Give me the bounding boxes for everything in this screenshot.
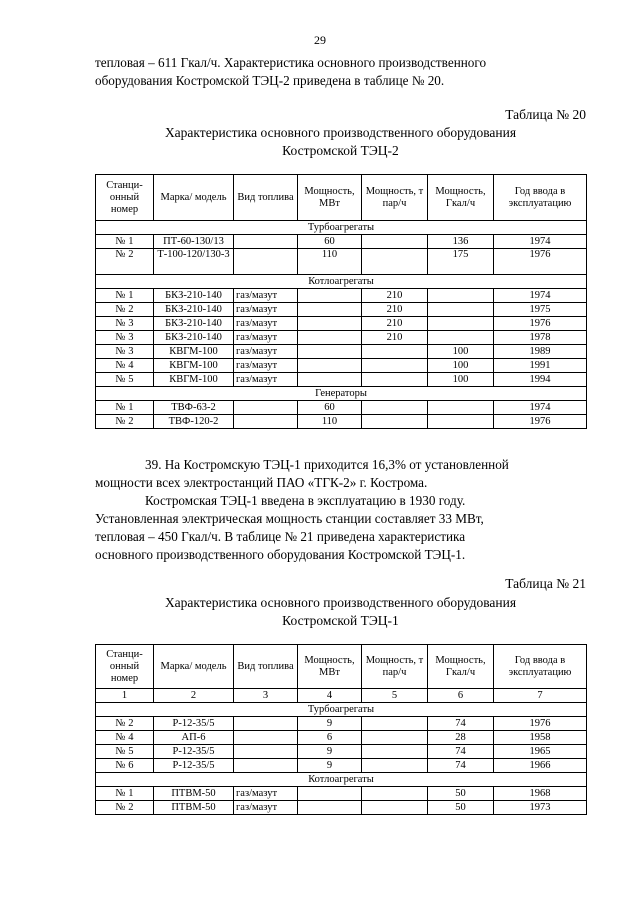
cell-power-steam (362, 359, 428, 373)
cell-commission-year: 1989 (494, 345, 587, 359)
intro-line-2: оборудования Костромской ТЭЦ-2 приведена в таблице № 20. (95, 73, 445, 88)
cell-station-number: № 2 (96, 249, 154, 275)
table-row (96, 415, 587, 429)
cell-model: ПТ-60-130/13 (154, 235, 234, 249)
cell-commission-year: 1958 (494, 731, 587, 745)
col-header-power-steam: Мощность, т пар/ч (362, 645, 428, 689)
cell-power-steam (362, 759, 428, 773)
column-number: 4 (298, 689, 362, 703)
cell-power-mw (298, 331, 362, 345)
cell-power-steam (362, 235, 428, 249)
para39-line-1: 39. На Костромскую ТЭЦ-1 приходится 16,3% от установленной (145, 457, 509, 472)
cell-model: КВГМ-100 (154, 373, 234, 387)
cell-power-gcal: 100 (428, 373, 494, 387)
section-row (96, 221, 587, 235)
cell-commission-year: 1973 (494, 801, 587, 815)
section-title: Турбоагрегаты (96, 221, 587, 235)
cell-power-mw (298, 289, 362, 303)
cell-power-mw (298, 345, 362, 359)
cell-model: ПТВМ-50 (154, 787, 234, 801)
cell-power-mw (298, 303, 362, 317)
cell-power-gcal (428, 331, 494, 345)
cell-fuel: газ/мазут (234, 303, 298, 317)
cell-power-gcal: 100 (428, 345, 494, 359)
section-row (96, 773, 587, 787)
cell-fuel: газ/мазут (234, 317, 298, 331)
cell-power-steam (362, 787, 428, 801)
table-row (96, 317, 587, 331)
cell-power-steam: 210 (362, 289, 428, 303)
cell-model: КВГМ-100 (154, 359, 234, 373)
cell-station-number: № 1 (96, 401, 154, 415)
cell-power-gcal: 28 (428, 731, 494, 745)
cell-power-mw: 6 (298, 731, 362, 745)
cell-station-number: № 4 (96, 731, 154, 745)
para39-line-4: Установленная электрическая мощность станции составляет 33 МВт, (95, 511, 484, 526)
cell-power-mw: 60 (298, 235, 362, 249)
cell-power-gcal (428, 401, 494, 415)
cell-power-gcal (428, 303, 494, 317)
col-header-model: Марка/ модель (154, 175, 234, 221)
cell-model: Т-100-120/130-3 (154, 249, 234, 275)
cell-commission-year: 1976 (494, 249, 587, 275)
cell-power-mw: 9 (298, 759, 362, 773)
cell-power-steam (362, 373, 428, 387)
cell-commission-year: 1991 (494, 359, 587, 373)
para39-line-5: тепловая – 450 Гкал/ч. В таблице № 21 приведена характеристика (95, 529, 466, 544)
cell-station-number: № 3 (96, 331, 154, 345)
cell-fuel: газ/мазут (234, 345, 298, 359)
column-number: 3 (234, 689, 298, 703)
table20 (95, 174, 587, 429)
para39-line-6: основного производственного оборудования Костромской ТЭЦ-1. (95, 547, 466, 562)
cell-station-number: № 2 (96, 303, 154, 317)
col-header-fuel: Вид топлива (234, 175, 298, 221)
cell-power-steam (362, 249, 428, 275)
col-header-commission-year: Год ввода в эксплуатацию (494, 175, 587, 221)
cell-power-mw (298, 787, 362, 801)
cell-station-number: № 5 (96, 745, 154, 759)
cell-power-gcal: 74 (428, 717, 494, 731)
intro-line-1: тепловая – 611 Гкал/ч. Характеристика основного производственного (95, 55, 487, 70)
column-number: 1 (96, 689, 154, 703)
table-row (96, 249, 587, 275)
cell-power-steam: 210 (362, 303, 428, 317)
cell-station-number: № 1 (96, 235, 154, 249)
column-number: 5 (362, 689, 428, 703)
cell-fuel (234, 415, 298, 429)
cell-power-mw: 60 (298, 401, 362, 415)
table-row (96, 303, 587, 317)
section-row (96, 275, 587, 289)
cell-commission-year: 1976 (494, 717, 587, 731)
cell-commission-year: 1974 (494, 235, 587, 249)
cell-power-gcal (428, 289, 494, 303)
cell-fuel (234, 731, 298, 745)
cell-model: БКЗ-210-140 (154, 289, 234, 303)
cell-power-steam: 210 (362, 331, 428, 345)
cell-power-gcal (428, 415, 494, 429)
cell-model: БКЗ-210-140 (154, 303, 234, 317)
cell-fuel (234, 235, 298, 249)
cell-model: Р-12-35/5 (154, 745, 234, 759)
cell-station-number: № 2 (96, 801, 154, 815)
column-number: 2 (154, 689, 234, 703)
cell-commission-year: 1976 (494, 317, 587, 331)
table21-title (95, 594, 586, 630)
cell-power-mw: 110 (298, 415, 362, 429)
table-row (96, 345, 587, 359)
cell-station-number: № 4 (96, 359, 154, 373)
cell-station-number: № 1 (96, 289, 154, 303)
col-header-station-number: Станци-онный номер (96, 645, 154, 689)
cell-fuel (234, 401, 298, 415)
cell-power-gcal: 175 (428, 249, 494, 275)
cell-fuel: газ/мазут (234, 801, 298, 815)
cell-fuel: газ/мазут (234, 331, 298, 345)
cell-station-number: № 3 (96, 345, 154, 359)
cell-power-steam (362, 401, 428, 415)
cell-power-steam (362, 731, 428, 745)
cell-model: АП-6 (154, 731, 234, 745)
cell-fuel (234, 759, 298, 773)
cell-fuel: газ/мазут (234, 359, 298, 373)
table-row (96, 801, 587, 815)
cell-model: БКЗ-210-140 (154, 331, 234, 345)
col-header-power-gcal: Мощность, Гкал/ч (428, 645, 494, 689)
cell-power-gcal: 100 (428, 359, 494, 373)
cell-fuel (234, 717, 298, 731)
table21-title-line-1: Характеристика основного производственного оборудования (164, 595, 517, 610)
cell-station-number: № 6 (96, 759, 154, 773)
cell-commission-year: 1976 (494, 415, 587, 429)
cell-power-steam (362, 801, 428, 815)
cell-commission-year: 1974 (494, 401, 587, 415)
cell-fuel: газ/мазут (234, 289, 298, 303)
col-header-station-number: Станци-онный номер (96, 175, 154, 221)
table20-label: Таблица № 20 (505, 107, 586, 122)
paragraph-39 (95, 456, 586, 564)
cell-power-gcal (428, 317, 494, 331)
col-header-model: Марка/ модель (154, 645, 234, 689)
column-number: 7 (494, 689, 587, 703)
para39-line-3: Костромская ТЭЦ-1 введена в эксплуатацию в 1930 году. (145, 493, 466, 508)
cell-model: Р-12-35/5 (154, 717, 234, 731)
col-header-power-steam: Мощность, т пар/ч (362, 175, 428, 221)
table-row (96, 359, 587, 373)
table-row (96, 373, 587, 387)
cell-commission-year: 1975 (494, 303, 587, 317)
table20-title-line-1: Характеристика основного производственного оборудования (164, 125, 517, 140)
cell-commission-year: 1966 (494, 759, 587, 773)
col-header-commission-year: Год ввода в эксплуатацию (494, 645, 587, 689)
col-header-power-gcal: Мощность, Гкал/ч (428, 175, 494, 221)
cell-commission-year: 1994 (494, 373, 587, 387)
cell-power-gcal: 136 (428, 235, 494, 249)
column-number: 6 (428, 689, 494, 703)
cell-power-steam (362, 745, 428, 759)
cell-power-steam: 210 (362, 317, 428, 331)
cell-power-mw (298, 317, 362, 331)
table21-title-line-2: Костромской ТЭЦ-1 (282, 613, 399, 628)
table-row (96, 289, 587, 303)
cell-fuel (234, 249, 298, 275)
table21 (95, 644, 587, 815)
section-row (96, 703, 587, 717)
section-title: Турбоагрегаты (96, 703, 587, 717)
section-title: Котлоагрегаты (96, 275, 587, 289)
table-row (96, 759, 587, 773)
table-row (96, 331, 587, 345)
cell-station-number: № 1 (96, 787, 154, 801)
col-header-power-mw: Мощность, МВт (298, 645, 362, 689)
cell-station-number: № 2 (96, 717, 154, 731)
cell-model: ПТВМ-50 (154, 801, 234, 815)
section-row (96, 387, 587, 401)
col-header-fuel: Вид топлива (234, 645, 298, 689)
cell-commission-year: 1965 (494, 745, 587, 759)
cell-power-mw (298, 373, 362, 387)
cell-station-number: № 2 (96, 415, 154, 429)
cell-power-mw: 9 (298, 745, 362, 759)
table-row (96, 235, 587, 249)
cell-fuel: газ/мазут (234, 373, 298, 387)
table20-title-line-2: Костромской ТЭЦ-2 (282, 143, 399, 158)
cell-commission-year: 1978 (494, 331, 587, 345)
cell-fuel: газ/мазут (234, 787, 298, 801)
cell-power-mw: 9 (298, 717, 362, 731)
cell-fuel (234, 745, 298, 759)
cell-power-mw (298, 801, 362, 815)
cell-commission-year: 1974 (494, 289, 587, 303)
cell-power-gcal: 74 (428, 759, 494, 773)
cell-power-mw: 110 (298, 249, 362, 275)
cell-station-number: № 3 (96, 317, 154, 331)
table-row (96, 787, 587, 801)
table-row (96, 745, 587, 759)
table-row (96, 401, 587, 415)
cell-power-mw (298, 359, 362, 373)
section-title: Котлоагрегаты (96, 773, 587, 787)
section-title: Генераторы (96, 387, 587, 401)
table-row (96, 717, 587, 731)
cell-power-steam (362, 415, 428, 429)
cell-commission-year: 1968 (494, 787, 587, 801)
col-header-power-mw: Мощность, МВт (298, 175, 362, 221)
table20-title (95, 124, 586, 160)
page-number: 29 (314, 33, 326, 47)
cell-power-steam (362, 345, 428, 359)
cell-station-number: № 5 (96, 373, 154, 387)
cell-power-gcal: 74 (428, 745, 494, 759)
para39-line-2: мощности всех электростанций ПАО «ТГК-2» г. Кострома. (95, 475, 428, 490)
cell-model: БКЗ-210-140 (154, 317, 234, 331)
cell-model: Р-12-35/5 (154, 759, 234, 773)
table-row (96, 731, 587, 745)
table21-label: Таблица № 21 (505, 576, 586, 591)
cell-power-gcal: 50 (428, 787, 494, 801)
column-number-row (96, 689, 587, 703)
cell-model: КВГМ-100 (154, 345, 234, 359)
cell-power-gcal: 50 (428, 801, 494, 815)
cell-power-steam (362, 717, 428, 731)
cell-model: ТВФ-120-2 (154, 415, 234, 429)
cell-model: ТВФ-63-2 (154, 401, 234, 415)
intro-paragraph (95, 54, 586, 90)
